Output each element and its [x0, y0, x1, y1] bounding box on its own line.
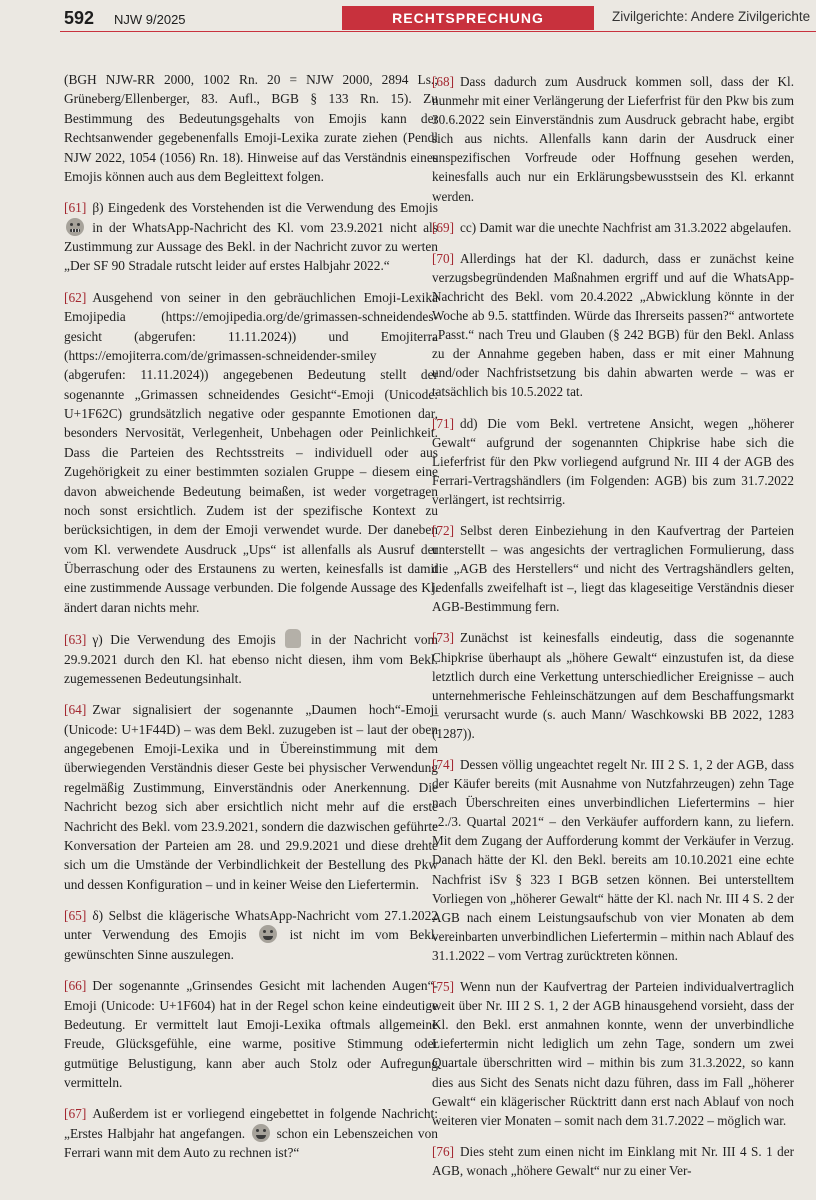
journal-reference: NJW 9/2025	[114, 12, 186, 27]
paragraph-text: cc) Damit war die unechte Nachfrist am 31.3.2022 abgelaufen.	[459, 219, 792, 235]
paragraph-text: Dass dadurch zum Ausdruck kommen soll, dass der Kl. nunmehr mit einer Verlängerung der Lieferfrist für den Pkw bis zum 30.6.2022 sein Einverständnis zum Ausdruck gebracht habe, ergibt sich aus nichts. Allenfalls kann darin der Ausdruck einer unspezifischen Vorfreude oder Hoffnung gesehen werden, keinesfalls auch nur ein Erklärungsbewusstsein des Kl. erkannt werden.	[432, 74, 794, 204]
paragraph-number: [74]	[432, 757, 454, 772]
paragraph-73	[432, 628, 794, 743]
paragraph-text: Zwar signalisiert der sogenannte „Daumen hoch“-Emoji (Unicode: U+1F44D) – was dem Bekl. zuzugeben ist – laut der oben angegebenen Emoji-Lexika und in Übereinstimmung mit dem überwiegenden Verständnis dieser Geste bei physischer Verwendung regelmäßig Zustimmung, Einverständnis oder Anerkennung. Die Nachricht bezog sich aber ersichtlich nicht mehr auf die erste Nachricht des Bekl. vom 23.9.2021, sondern die dazwischen geführte Konversation der Parteien am 28. und 29.9.2021 und diese drehte sich um die Umstände der Verbindlichkeit der Bestellung des Pkw und dessen Konfiguration – und in keiner Weise den Liefertermin.	[64, 702, 438, 892]
paragraph-text: Außerdem ist er vorliegend eingebettet in folgende Nachricht: „Erstes Halbjahr hat angefangen.	[64, 1106, 438, 1141]
grinning-face-emoji-icon	[259, 925, 277, 943]
paragraph-72	[432, 521, 794, 616]
paragraph-text: in der WhatsApp-Nachricht des Kl. vom 23.9.2021 nicht als Zustimmung zur Aussage des Bekl. in der Nachricht zuvor zu werten „Der SF 90 Stradale rutscht leider auf erstes Halbjahr 2022.“	[64, 219, 438, 274]
paragraph-text: Dessen völlig ungeachtet regelt Nr. III 2 S. 1, 2 der AGB, dass der Käufer bereits (mit Ausnahme von Nutzfahrzeugen) zehn Tage nach Überschreiten eines unverbindlichen Liefertermins – hier „2./3. Quartal 2021“ – den Verkäufer auffordern kann, zu liefern. Mit dem Zugang der Aufforderung kommt der Verkäufer in Verzug. Danach hätte der Kl. den Bekl. bereits am 10.10.2021 eine echte Nachfrist iSv § 323 I BGB setzen können. Bei unterstelltem Vorliegen von „höherer Gewalt“ hätte der Kl. nach Nr. III 4 S. 2 der AGB nach einem Leistungsaufschub von vier Monaten ab dem vereinbarten unverbindlichen Liefertermin – mithin nach Ablauf des 31.1.2022 – vom Vertrag zurücktreten können.	[432, 757, 794, 963]
paragraph-69	[432, 218, 794, 237]
paragraph-64	[64, 700, 438, 894]
paragraph-number: [61]	[64, 200, 87, 216]
paragraph-text: β) Eingedenk des Vorstehenden ist die Verwendung des Emojis	[92, 200, 438, 216]
paragraph-number: [63]	[64, 632, 87, 648]
paragraph-62	[64, 288, 438, 617]
paragraph-number: [65]	[64, 908, 87, 923]
header-rule	[60, 31, 816, 32]
grinning-face-emoji-icon	[252, 1124, 270, 1142]
paragraph-text: δ) Selbst die klägerische WhatsApp-Nachricht vom 27.1.2022 unter Verwendung des Emojis	[64, 908, 438, 943]
paragraph-text: Selbst deren Einbeziehung in den Kaufvertrag der Parteien unterstellt – was angesichts der vertraglichen Formulierung, dass die „AGB des Herstellers“ und nicht des Vertragshändlers gelten, jedenfalls zweifelhaft ist –, liegt das klageseitige Verständnis dieser AGB-Bestimmung fern.	[432, 522, 794, 615]
paragraph-number: [75]	[432, 979, 454, 995]
paragraph-70	[432, 249, 794, 402]
paragraph-text: Wenn nun der Kaufvertrag der Parteien individualvertraglich weit über Nr. III 2 S. 1, 2 der AGB hinausgehend vorsieht, dass der Kl. den Bekl. erst anmahnen konnte, wenn der unverbindliche Liefertermin nicht lediglich um zehn Tage, sondern um zwei Quartale überschritten wird – mithin bis zum 31.3.2022, so kann dies aus Sicht des Senats nicht dazu führen, dass im Fall „höherer Gewalt“ ein klägerischer Rücktritt dann erst nach Ablauf von noch weiteren vier Monaten – somit nach dem 31.7.2022 – möglich war.	[432, 979, 794, 1128]
left-column	[64, 70, 438, 1175]
thumbs-up-emoji-icon	[285, 629, 301, 648]
paragraph-65	[64, 906, 438, 964]
paragraph-74	[432, 755, 794, 965]
paragraph-number: [68]	[432, 74, 454, 89]
paragraph-61	[64, 198, 438, 276]
page-header	[0, 0, 816, 34]
paragraph-number: [72]	[432, 522, 454, 538]
paragraph-66	[64, 976, 438, 1092]
paragraph-71	[432, 414, 794, 509]
right-column	[432, 72, 794, 1192]
paragraph-text: Ausgehend von seiner in den gebräuchlichen Emoji-Lexika Emojipedia (https://emojipedia.org/de/grimassen-schneidendes-gesicht (abgerufen: 11.11.2024)) und Emojiterra (https://emojiterra.com/de/grimassen-schneidender-smiley (abgerufen: 11.11.2024)) angegebenen Bedeutung stellt der sogenannte „Grimassen schneidendes Gesicht“-Emoji (Unicode: U+1F62C) grundsätzlich negative oder gespannte Emotionen dar, besonders Nervosität, Verlegenheit, Unbehagen oder Peinlichkeit. Dass die Parteien des Rechtsstreits – individuell oder aus Zugehörigkeit zu einer bestimmten sozialen Gruppe – diesem eine davon abweichende Bedeutung beimaßen, ist weder vorgetragen noch sonst ersichtlich. Zudem ist der spezifische Kontext zu berücksichtigen, in dem der Emoji verwendet wurde. Der daneben vom Kl. verwendete Ausdruck „Ups“ ist allenfalls als Ausruf der Überraschung oder des Erstaunens zu werten, keinesfalls ist damit eine zustimmende Aussage verbunden. Die folgende Aussage des Kl. ändert daran nichts mehr.	[64, 289, 438, 615]
paragraph-68	[432, 72, 794, 206]
paragraph-text: γ) Die Verwendung des Emojis	[92, 632, 276, 648]
paragraph-text: ist nicht im vom Bekl. gewünschten Sinne auszulegen.	[64, 927, 438, 962]
paragraph-text: Der sogenannte „Grinsendes Gesicht mit lachenden Augen“-Emoji (Unicode: U+1F604) hat in der Regel schon keine eindeutige Bedeutung. Er vermittelt laut Emoji-Lexika oftmals allgemeine Freude, Glücksgefühle, eine warme, positive Stimmung oder gutmütige Belustigung, kann aber auch Stolz oder Aufregung vermitteln.	[64, 978, 438, 1090]
paragraph-number: [76]	[432, 1143, 454, 1159]
grimacing-face-emoji-icon	[66, 218, 84, 236]
paragraph-75	[432, 977, 794, 1130]
court-category: Zivilgerichte: Andere Zivilgerichte	[612, 9, 811, 24]
paragraph-number: [62]	[64, 289, 87, 305]
paragraph-number: [69]	[432, 219, 454, 235]
paragraph-number: [67]	[64, 1106, 87, 1122]
paragraph-text: dd) Die vom Bekl. vertretene Ansicht, wegen „höherer Gewalt“ aufgrund der sogenannten Chipkrise habe sich die Lieferfrist für den Pkw vorliegend aufgrund Nr. III 4 der AGB des Ferrari-Vertragshändlers (im Folgenden: AGB) bis zum 31.7.2022 verlängert, ist rechtsirrig.	[432, 415, 794, 507]
paragraph-text: Zunächst ist keinesfalls eindeutig, dass die sogenannte Chipkrise überhaupt als „höhere Gewalt“ einzustufen ist, da diese letztlich durch eine Verkettung unterschiedlicher Ereignisse – auch unternehmerische Fehleinschätzungen auf dem Beschaffungsmarkt – verursacht wurde (s. auch Mann/ Waschkowski BB 2022, 1283 (1287)).	[432, 630, 794, 741]
paragraph-text: schon ein Lebenszeichen von Ferrari wann mit dem Auto zu rechnen ist?“	[64, 1125, 438, 1161]
paragraph-text: Dies steht zum einen nicht im Einklang mit Nr. III 4 S. 1 der AGB, wonach „höhere Gewalt“ nur zu einer Ver-	[432, 1143, 794, 1178]
paragraph-number: [71]	[432, 415, 454, 431]
page-number: 592	[64, 8, 95, 28]
paragraph-number: [73]	[432, 630, 454, 646]
paragraph-number: [66]	[64, 978, 87, 994]
paragraph-76	[432, 1142, 794, 1180]
paragraph-number: [70]	[432, 250, 454, 266]
paragraph-text: in der Nachricht vom 29.9.2021 durch den Kl. hat ebenso nicht diesen, ihm vom Bekl. zugemessenen Bedeutungsinhalt.	[64, 632, 438, 686]
paragraph-67	[64, 1104, 438, 1162]
section-title: RECHTSPRECHUNG	[342, 6, 594, 30]
paragraph-text: Allerdings hat der Kl. dadurch, dass er zunächst keine verzugsbegründenden Maßnahmen ergriff und auf die WhatsApp-Nachricht des Bekl. vom 20.4.2022 „Abwicklung könnte in der Woche ab 9.5. stattfinden. Würde das Ihrerseits passen?“ antwortete „Passt.“ nach Treu und Glauben (§ 242 BGB) für den Bekl. Anlass zu der Annahme gegeben haben, dass er mit einer Mahnung und/oder Nachfristsetzung bis dahin abwarten werde – was er tatsächlich bis 10.5.2022 tat.	[432, 250, 794, 400]
paragraph-63	[64, 629, 438, 688]
paragraph-continuation: (BGH NJW-RR 2000, 1002 Rn. 20 = NJW 2000, 2894 Ls.; Grüneberg/Ellenberger, 83. Aufl., BGB § 133 Rn. 15). Zu Bestimmung des Bedeutungsgehalts von Emojis kann der Rechtsanwender gegebenenfalls Emoji-Lexika zurate ziehen (Pendl NJW 2022, 1054 (1056) Rn. 18). Hinweise auf das Verständnis eines Emojis können auch aus dem Begleittext folgen.	[64, 72, 438, 184]
paragraph-number: [64]	[64, 702, 87, 718]
